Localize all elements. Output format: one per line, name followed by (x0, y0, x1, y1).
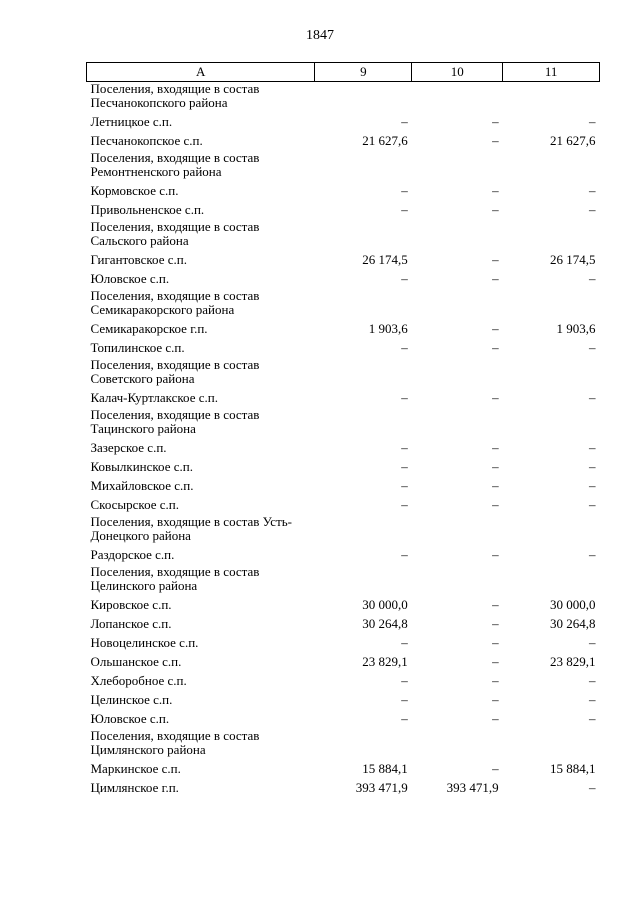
column-9-cell (315, 220, 412, 251)
column-10-cell (412, 729, 503, 760)
column-10-cell: 393 471,9 (446, 780, 499, 795)
group-heading-row (87, 358, 600, 389)
column-10-cell: – (492, 459, 499, 474)
row-name-cell: Михайловское с.п. (90, 478, 194, 493)
column-9-cell (315, 729, 412, 760)
column-9-cell: – (401, 390, 408, 405)
table-row (87, 270, 600, 289)
column-11-cell: – (589, 459, 596, 474)
column-11-cell: – (589, 711, 596, 726)
row-name-cell: Юловское с.п. (90, 271, 170, 286)
column-11-cell: – (589, 202, 596, 217)
column-9-cell: – (401, 183, 408, 198)
column-10-cell: – (492, 635, 499, 650)
column-9-cell: 393 471,9 (355, 780, 408, 795)
column-9-cell: 30 264,8 (362, 616, 408, 631)
column-10-cell (412, 289, 503, 320)
column-11-cell: – (589, 440, 596, 455)
column-9-cell: 30 000,0 (362, 597, 408, 612)
row-name-cell: Зазерское с.п. (90, 440, 167, 455)
column-10-cell (412, 358, 503, 389)
column-11-cell: 30 264,8 (550, 616, 596, 631)
row-name-cell: Лопанское с.п. (90, 616, 172, 631)
column-9-cell: – (401, 459, 408, 474)
column-10-cell: – (492, 654, 499, 669)
group-heading-row (87, 515, 600, 546)
column-9-cell: – (401, 673, 408, 688)
column-10-cell: – (492, 673, 499, 688)
column-11-cell: – (589, 673, 596, 688)
row-name-cell: Цимлянское г.п. (90, 780, 179, 795)
row-name-cell: Целинское с.п. (90, 692, 173, 707)
column-9-cell (315, 289, 412, 320)
column-10-cell (412, 408, 503, 439)
table-header-row (87, 63, 600, 82)
column-9-cell: 15 884,1 (362, 761, 408, 776)
row-name-cell: Раздорское с.п. (90, 547, 175, 562)
table-row (87, 320, 600, 339)
column-9-cell: – (401, 440, 408, 455)
column-10-cell: – (492, 114, 499, 129)
column-11-cell (503, 408, 600, 439)
table-row (87, 113, 600, 132)
column-9-cell: 1 903,6 (368, 321, 408, 336)
column-9-cell: – (401, 340, 408, 355)
column-9-cell (315, 515, 412, 546)
column-11-cell: 21 627,6 (550, 133, 596, 148)
column-9-cell: – (401, 114, 408, 129)
column-10-cell: – (492, 692, 499, 707)
table-row (87, 496, 600, 515)
column-11-cell (503, 729, 600, 760)
row-name-cell: Привольненское с.п. (90, 202, 205, 217)
row-name-cell: Хлеборобное с.п. (90, 673, 187, 688)
row-name-cell: Калач-Куртлакское с.п. (90, 390, 218, 405)
column-10-cell: – (492, 497, 499, 512)
column-11-cell: – (589, 692, 596, 707)
row-name-cell: Семикаракорское г.п. (90, 321, 208, 336)
table-row (87, 251, 600, 270)
row-name-cell: Поселения, входящие в состав Семикаракорского района (90, 288, 260, 317)
table-row (87, 672, 600, 691)
table-row (87, 710, 600, 729)
column-9-cell: 23 829,1 (362, 654, 408, 669)
column-11-cell: 1 903,6 (556, 321, 596, 336)
column-11-cell: – (589, 390, 596, 405)
column-11-cell (503, 565, 600, 596)
column-11-cell: – (589, 547, 596, 562)
table-row (87, 596, 600, 615)
column-11-cell: – (589, 271, 596, 286)
row-name-cell: Гигантовское с.п. (90, 252, 187, 267)
column-9-cell (315, 151, 412, 182)
column-10-cell: – (492, 547, 499, 562)
column-11-cell (503, 358, 600, 389)
table-row (87, 477, 600, 496)
column-9-cell: – (401, 635, 408, 650)
column-11-cell: – (589, 635, 596, 650)
column-10-cell: – (492, 761, 499, 776)
column-9-cell: 26 174,5 (362, 252, 408, 267)
group-heading-row (87, 289, 600, 320)
row-name-cell: Поселения, входящие в состав Цимлянского района (90, 728, 260, 757)
table-row (87, 760, 600, 779)
row-name-cell: Ольшанское с.п. (90, 654, 182, 669)
column-9-cell: – (401, 478, 408, 493)
column-10-cell: – (492, 390, 499, 405)
column-9-cell: – (401, 202, 408, 217)
column-10-cell (412, 82, 503, 114)
table-row (87, 339, 600, 358)
row-name-cell: Топилинское с.п. (90, 340, 185, 355)
group-heading-row (87, 151, 600, 182)
column-9-cell (315, 408, 412, 439)
row-name-cell: Поселения, входящие в состав Усть-Донецкого района (90, 514, 293, 543)
column-11-cell: – (589, 780, 596, 795)
row-name-cell: Летницкое с.п. (90, 114, 173, 129)
row-name-cell: Поселения, входящие в состав Целинского района (90, 564, 260, 593)
row-name-cell: Кировское с.п. (90, 597, 172, 612)
row-name-cell: Поселения, входящие в состав Ремонтненского района (90, 150, 260, 179)
column-10-cell: – (492, 252, 499, 267)
table-row (87, 458, 600, 477)
column-11-cell (503, 220, 600, 251)
group-heading-row (87, 408, 600, 439)
column-9-cell: – (401, 497, 408, 512)
column-9-cell: – (401, 271, 408, 286)
column-10-cell: – (492, 340, 499, 355)
row-name-cell: Поселения, входящие в состав Советского района (90, 357, 260, 386)
column-11-cell: – (589, 114, 596, 129)
table-row (87, 132, 600, 151)
column-11-cell: 26 174,5 (550, 252, 596, 267)
row-name-cell: Кормовское с.п. (90, 183, 179, 198)
row-name-cell: Песчанокопское с.п. (90, 133, 203, 148)
table-row (87, 389, 600, 408)
column-11-cell (503, 82, 600, 114)
column-10-cell: – (492, 321, 499, 336)
page-number: 1847 (306, 28, 334, 43)
table-row (87, 691, 600, 710)
column-10-cell (412, 220, 503, 251)
row-name-cell: Маркинское с.п. (90, 761, 181, 776)
column-11-cell: – (589, 478, 596, 493)
header-9: 9 (315, 63, 412, 82)
column-10-cell: – (492, 183, 499, 198)
column-10-cell: – (492, 711, 499, 726)
column-10-cell: – (492, 597, 499, 612)
row-name-cell: Юловское с.п. (90, 711, 170, 726)
column-10-cell: – (492, 202, 499, 217)
group-heading-row (87, 565, 600, 596)
column-11-cell (503, 289, 600, 320)
table-row (87, 779, 600, 798)
column-9-cell: – (401, 547, 408, 562)
column-10-cell: – (492, 478, 499, 493)
row-name-cell: Новоцелинское с.п. (90, 635, 199, 650)
column-11-cell (503, 151, 600, 182)
row-name-cell: Поселения, входящие в состав Сальского района (90, 219, 260, 248)
row-name-cell: Ковылкинское с.п. (90, 459, 193, 474)
column-9-cell: 21 627,6 (362, 133, 408, 148)
budget-table (86, 62, 600, 798)
group-heading-row (87, 729, 600, 760)
header-11: 11 (503, 63, 600, 82)
column-11-cell: 15 884,1 (550, 761, 596, 776)
row-name-cell: Поселения, входящие в состав Песчанокопского района (90, 81, 260, 110)
column-10-cell: – (492, 440, 499, 455)
column-11-cell: 30 000,0 (550, 597, 596, 612)
column-11-cell: – (589, 497, 596, 512)
column-9-cell: – (401, 692, 408, 707)
column-10-cell: – (492, 133, 499, 148)
table-row (87, 546, 600, 565)
row-name-cell: Поселения, входящие в состав Тацинского района (90, 407, 260, 436)
column-10-cell: – (492, 616, 499, 631)
column-11-cell: – (589, 340, 596, 355)
column-9-cell (315, 565, 412, 596)
column-11-cell: 23 829,1 (550, 654, 596, 669)
table-body (87, 82, 600, 799)
table-row (87, 634, 600, 653)
column-10-cell (412, 151, 503, 182)
column-11-cell: – (589, 183, 596, 198)
header-10: 10 (412, 63, 503, 82)
column-10-cell (412, 515, 503, 546)
column-9-cell (315, 82, 412, 114)
column-11-cell (503, 515, 600, 546)
column-9-cell (315, 358, 412, 389)
table-row (87, 615, 600, 634)
column-9-cell: – (401, 711, 408, 726)
table-row (87, 182, 600, 201)
column-10-cell (412, 565, 503, 596)
header-a: А (87, 63, 315, 82)
row-name-cell: Скосырское с.п. (90, 497, 179, 512)
table-row (87, 439, 600, 458)
table-row (87, 201, 600, 220)
column-10-cell: – (492, 271, 499, 286)
table-row (87, 653, 600, 672)
group-heading-row (87, 82, 600, 114)
group-heading-row (87, 220, 600, 251)
